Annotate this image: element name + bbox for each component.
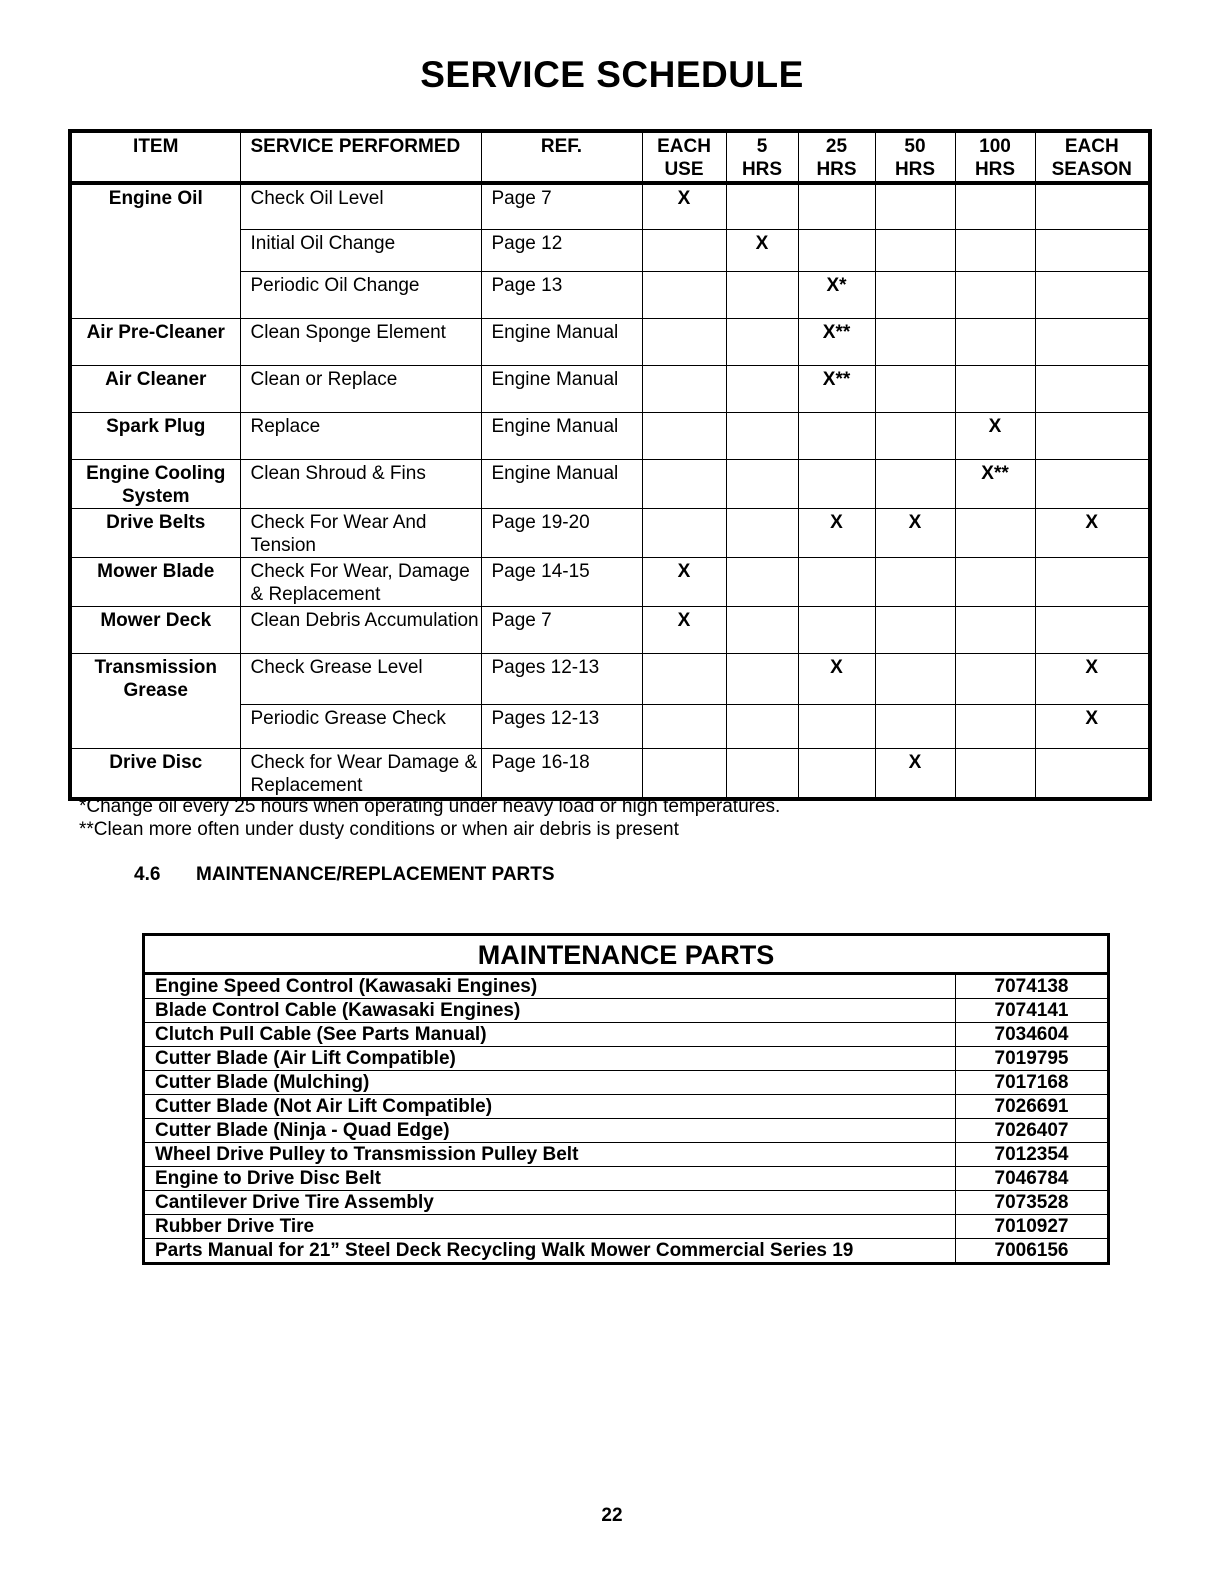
interval-each-use-mark	[642, 704, 726, 748]
footnote-oil: *Change oil every 25 hours when operating under heavy load or high temperatures.	[79, 796, 781, 817]
schedule-body	[70, 183, 1150, 799]
interval-5-hrs-mark	[726, 704, 798, 748]
part-number: 7006156	[956, 1239, 1109, 1264]
schedule-item: Engine Oil	[70, 183, 240, 318]
service-performed: Check Oil Level	[240, 183, 481, 229]
schedule-item: Transmission Grease	[70, 653, 240, 748]
part-number: 7012354	[956, 1143, 1109, 1167]
interval-each-use-mark: X	[642, 557, 726, 606]
schedule-row	[70, 508, 1150, 557]
part-name: Wheel Drive Pulley to Transmission Pulley Belt	[144, 1143, 956, 1167]
service-performed: Clean Debris Accumulation	[240, 606, 481, 653]
interval-each-season-mark: X	[1035, 704, 1150, 748]
parts-row	[144, 974, 1109, 999]
interval-each-use-mark	[642, 229, 726, 271]
part-name: Blade Control Cable (Kawasaki Engines)	[144, 999, 956, 1023]
parts-row	[144, 1095, 1109, 1119]
part-name: Rubber Drive Tire	[144, 1215, 956, 1239]
interval-each-use-mark: X	[642, 606, 726, 653]
interval-each-season-mark	[1035, 748, 1150, 799]
interval-5-hrs-mark	[726, 748, 798, 799]
interval-each-season-mark	[1035, 412, 1150, 459]
interval-50-hrs-mark	[875, 412, 955, 459]
reference: Page 16-18	[481, 748, 642, 799]
interval-each-season-mark: X	[1035, 653, 1150, 704]
schedule-row	[70, 365, 1150, 412]
part-number: 7019795	[956, 1047, 1109, 1071]
header-item: ITEM	[70, 131, 240, 183]
reference: Page 7	[481, 183, 642, 229]
header-100-hrs: 100 HRS	[955, 131, 1035, 183]
interval-5-hrs-mark	[726, 318, 798, 365]
interval-25-hrs-mark	[798, 229, 875, 271]
interval-5-hrs-mark	[726, 459, 798, 508]
part-number: 7034604	[956, 1023, 1109, 1047]
service-schedule-table	[68, 129, 1152, 801]
schedule-item: Drive Belts	[70, 508, 240, 557]
schedule-row	[70, 183, 1150, 229]
service-performed: Check For Wear, Damage & Replacement	[240, 557, 481, 606]
reference: Pages 12-13	[481, 653, 642, 704]
interval-5-hrs-mark	[726, 606, 798, 653]
page-title: SERVICE SCHEDULE	[420, 54, 804, 95]
interval-100-hrs-mark	[955, 557, 1035, 606]
part-name: Cutter Blade (Not Air Lift Compatible)	[144, 1095, 956, 1119]
header-service: SERVICE PERFORMED	[240, 131, 481, 183]
interval-50-hrs-mark: X	[875, 748, 955, 799]
part-number: 7074141	[956, 999, 1109, 1023]
page-number: 22	[601, 1505, 623, 1526]
part-name: Cantilever Drive Tire Assembly	[144, 1191, 956, 1215]
interval-50-hrs-mark	[875, 653, 955, 704]
interval-25-hrs-mark: X	[798, 508, 875, 557]
parts-row	[144, 1191, 1109, 1215]
interval-100-hrs-mark	[955, 704, 1035, 748]
interval-25-hrs-mark	[798, 412, 875, 459]
interval-25-hrs-mark: X**	[798, 318, 875, 365]
interval-5-hrs-mark	[726, 412, 798, 459]
section-heading	[134, 864, 555, 886]
parts-row	[144, 1047, 1109, 1071]
section-number: 4.6	[134, 864, 161, 885]
interval-25-hrs-mark	[798, 606, 875, 653]
header-50-hrs: 50 HRS	[875, 131, 955, 183]
interval-each-use-mark: X	[642, 183, 726, 229]
reference: Engine Manual	[481, 365, 642, 412]
parts-row	[144, 1167, 1109, 1191]
parts-row	[144, 1071, 1109, 1095]
parts-row	[144, 1023, 1109, 1047]
interval-50-hrs-mark	[875, 606, 955, 653]
reference: Engine Manual	[481, 318, 642, 365]
part-name: Engine to Drive Disc Belt	[144, 1167, 956, 1191]
schedule-row	[70, 459, 1150, 508]
interval-each-use-mark	[642, 271, 726, 318]
schedule-item: Air Pre-Cleaner	[70, 318, 240, 365]
maintenance-parts-table	[142, 933, 1110, 1265]
interval-50-hrs-mark	[875, 271, 955, 318]
interval-100-hrs-mark	[955, 365, 1035, 412]
interval-100-hrs-mark: X**	[955, 459, 1035, 508]
part-name: Engine Speed Control (Kawasaki Engines)	[144, 974, 956, 999]
parts-row	[144, 1215, 1109, 1239]
interval-each-season-mark	[1035, 271, 1150, 318]
schedule-item: Air Cleaner	[70, 365, 240, 412]
part-number: 7074138	[956, 974, 1109, 999]
interval-each-use-mark	[642, 508, 726, 557]
part-number: 7017168	[956, 1071, 1109, 1095]
interval-25-hrs-mark	[798, 557, 875, 606]
service-performed: Clean Sponge Element	[240, 318, 481, 365]
interval-each-season-mark	[1035, 183, 1150, 229]
interval-5-hrs-mark	[726, 508, 798, 557]
interval-100-hrs-mark	[955, 653, 1035, 704]
interval-each-use-mark	[642, 459, 726, 508]
part-number: 7010927	[956, 1215, 1109, 1239]
interval-100-hrs-mark	[955, 229, 1035, 271]
service-performed: Clean Shroud & Fins	[240, 459, 481, 508]
interval-100-hrs-mark	[955, 318, 1035, 365]
interval-25-hrs-mark: X*	[798, 271, 875, 318]
interval-25-hrs-mark	[798, 748, 875, 799]
service-performed: Periodic Grease Check	[240, 704, 481, 748]
interval-each-season-mark	[1035, 318, 1150, 365]
interval-50-hrs-mark	[875, 459, 955, 508]
part-number: 7046784	[956, 1167, 1109, 1191]
interval-5-hrs-mark	[726, 365, 798, 412]
interval-each-season-mark	[1035, 229, 1150, 271]
service-performed: Check For Wear And Tension	[240, 508, 481, 557]
interval-each-season-mark	[1035, 365, 1150, 412]
interval-5-hrs-mark	[726, 271, 798, 318]
interval-25-hrs-mark: X	[798, 653, 875, 704]
interval-each-season-mark	[1035, 606, 1150, 653]
reference: Page 14-15	[481, 557, 642, 606]
interval-each-use-mark	[642, 365, 726, 412]
interval-each-use-mark	[642, 748, 726, 799]
schedule-item: Mower Blade	[70, 557, 240, 606]
schedule-row	[70, 318, 1150, 365]
interval-each-use-mark	[642, 653, 726, 704]
reference: Engine Manual	[481, 412, 642, 459]
interval-each-season-mark: X	[1035, 508, 1150, 557]
interval-50-hrs-mark	[875, 318, 955, 365]
service-performed: Initial Oil Change	[240, 229, 481, 271]
interval-50-hrs-mark	[875, 557, 955, 606]
part-name: Cutter Blade (Air Lift Compatible)	[144, 1047, 956, 1071]
interval-100-hrs-mark	[955, 508, 1035, 557]
schedule-row	[70, 748, 1150, 799]
interval-100-hrs-mark	[955, 748, 1035, 799]
schedule-item: Drive Disc	[70, 748, 240, 799]
interval-50-hrs-mark	[875, 229, 955, 271]
service-performed: Clean or Replace	[240, 365, 481, 412]
reference: Page 13	[481, 271, 642, 318]
interval-100-hrs-mark	[955, 271, 1035, 318]
interval-100-hrs-mark: X	[955, 412, 1035, 459]
interval-25-hrs-mark	[798, 459, 875, 508]
reference: Page 12	[481, 229, 642, 271]
part-number: 7073528	[956, 1191, 1109, 1215]
service-performed: Check Grease Level	[240, 653, 481, 704]
service-performed: Replace	[240, 412, 481, 459]
parts-row	[144, 999, 1109, 1023]
interval-50-hrs-mark	[875, 183, 955, 229]
header-25-hrs: 25 HRS	[798, 131, 875, 183]
header-ref: REF.	[481, 131, 642, 183]
part-name: Cutter Blade (Mulching)	[144, 1071, 956, 1095]
interval-100-hrs-mark	[955, 183, 1035, 229]
parts-row	[144, 1143, 1109, 1167]
reference: Page 19-20	[481, 508, 642, 557]
service-performed: Periodic Oil Change	[240, 271, 481, 318]
interval-5-hrs-mark	[726, 557, 798, 606]
header-5-hrs: 5 HRS	[726, 131, 798, 183]
header-each-season: EACH SEASON	[1035, 131, 1150, 183]
interval-5-hrs-mark	[726, 183, 798, 229]
footnote-dust: **Clean more often under dusty conditions or when air debris is present	[79, 819, 679, 840]
reference: Pages 12-13	[481, 704, 642, 748]
interval-25-hrs-mark	[798, 183, 875, 229]
schedule-header-row	[70, 131, 1150, 183]
schedule-row	[70, 412, 1150, 459]
reference: Page 7	[481, 606, 642, 653]
part-name: Clutch Pull Cable (See Parts Manual)	[144, 1023, 956, 1047]
schedule-row	[70, 606, 1150, 653]
interval-each-use-mark	[642, 412, 726, 459]
parts-table-title: MAINTENANCE PARTS	[144, 935, 1109, 974]
interval-100-hrs-mark	[955, 606, 1035, 653]
interval-each-season-mark	[1035, 557, 1150, 606]
parts-row	[144, 1119, 1109, 1143]
parts-row	[144, 1239, 1109, 1264]
interval-50-hrs-mark: X	[875, 508, 955, 557]
schedule-item: Engine Cooling System	[70, 459, 240, 508]
schedule-item: Mower Deck	[70, 606, 240, 653]
interval-each-use-mark	[642, 318, 726, 365]
service-performed: Check for Wear Damage & Replacement	[240, 748, 481, 799]
schedule-row	[70, 653, 1150, 704]
part-number: 7026691	[956, 1095, 1109, 1119]
reference: Engine Manual	[481, 459, 642, 508]
part-number: 7026407	[956, 1119, 1109, 1143]
interval-5-hrs-mark: X	[726, 229, 798, 271]
header-each-use: EACH USE	[642, 131, 726, 183]
part-name: Parts Manual for 21” Steel Deck Recycling Walk Mower Commercial Series 19	[144, 1239, 956, 1264]
interval-5-hrs-mark	[726, 653, 798, 704]
interval-50-hrs-mark	[875, 365, 955, 412]
interval-25-hrs-mark: X**	[798, 365, 875, 412]
schedule-item: Spark Plug	[70, 412, 240, 459]
interval-50-hrs-mark	[875, 704, 955, 748]
interval-each-season-mark	[1035, 459, 1150, 508]
schedule-row	[70, 557, 1150, 606]
section-title: MAINTENANCE/REPLACEMENT PARTS	[196, 864, 555, 885]
part-name: Cutter Blade (Ninja - Quad Edge)	[144, 1119, 956, 1143]
interval-25-hrs-mark	[798, 704, 875, 748]
